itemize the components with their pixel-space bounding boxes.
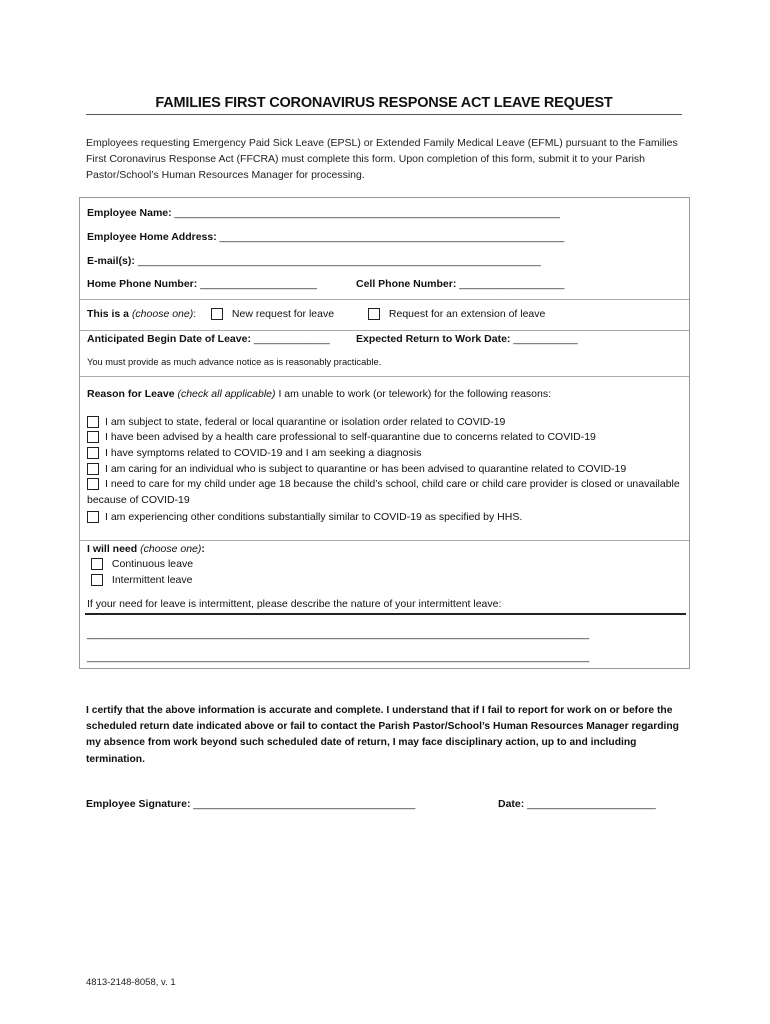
- thick-rule: [85, 613, 686, 615]
- begin-date-field[interactable]: _____________: [253, 333, 330, 345]
- employee-name-row: [87, 207, 560, 219]
- need-label: I will need: [87, 543, 138, 555]
- reason-text: I have been advised by a health care professional to self-quarantine due to concerns related to COVID-19: [105, 431, 596, 443]
- email-row: [87, 255, 541, 267]
- reason-text: I am subject to state, federal or local quarantine or isolation order related to COVID-19: [105, 416, 506, 428]
- reason-heading: [87, 388, 551, 400]
- reason-text: I am experiencing other conditions substantially similar to COVID-19 as specified by HHS.: [105, 511, 523, 523]
- new-request-label: New request for leave: [231, 308, 335, 320]
- date-row: [498, 798, 656, 810]
- extension-option: [368, 308, 545, 320]
- reason-item: [87, 477, 687, 508]
- request-type-choose: (choose one): [131, 308, 194, 320]
- request-type-row: [87, 308, 196, 320]
- email-label: E-mail(s):: [87, 255, 135, 267]
- reason-item: [87, 510, 687, 526]
- date-label: Date:: [498, 798, 525, 810]
- reason-label: Reason for Leave: [87, 388, 175, 400]
- page-title: FAMILIES FIRST CORONAVIRUS RESPONSE ACT LEAVE REQUEST: [86, 95, 682, 115]
- employee-address-field[interactable]: ___________________________________________________________: [219, 231, 565, 243]
- need-choose: (choose one): [140, 543, 202, 555]
- new-request-checkbox[interactable]: [211, 308, 223, 320]
- divider: [80, 330, 689, 331]
- intermittent-describe: If your need for leave is intermittent, please describe the nature of your intermittent leave:: [87, 598, 502, 610]
- request-type-colon: :: [193, 308, 197, 320]
- divider: [80, 299, 689, 300]
- intermittent-option: [91, 574, 192, 586]
- employee-name-field[interactable]: __________________________________________________________________: [174, 207, 560, 219]
- describe-line-1[interactable]: ______________________________________________________________________________________: [87, 628, 590, 640]
- continuous-option: [91, 558, 193, 570]
- advance-notice: You must provide as much advance notice as is reasonably practicable.: [87, 357, 382, 367]
- home-phone-row: [87, 278, 317, 290]
- new-request-option: [211, 308, 334, 320]
- extension-label: Request for an extension of leave: [388, 308, 546, 320]
- employee-address-row: [87, 231, 564, 243]
- return-date-field[interactable]: ___________: [513, 333, 578, 345]
- reason-lead: I am unable to work (or telework) for the following reasons:: [278, 388, 551, 400]
- reason-item: [87, 430, 687, 446]
- reason-checkbox[interactable]: [87, 447, 99, 459]
- date-field[interactable]: ______________________: [527, 798, 656, 810]
- return-date-row: [356, 333, 578, 345]
- reason-checkbox[interactable]: [87, 478, 99, 490]
- reason-checkbox[interactable]: [87, 511, 99, 523]
- reason-check-all: (check all applicable): [177, 388, 276, 400]
- continuous-label: Continuous leave: [111, 558, 194, 570]
- divider: [80, 540, 689, 541]
- describe-line-2[interactable]: ______________________________________________________________________________________: [87, 651, 590, 663]
- intermittent-label: Intermittent leave: [111, 574, 193, 586]
- reason-text: I need to care for my child under age 18 because the child’s school, child care or child care provider is closed or unavailable because of COVID-19: [87, 478, 680, 506]
- reason-item: [87, 446, 687, 462]
- signature-label: Employee Signature:: [86, 798, 191, 810]
- begin-date-row: [87, 333, 330, 345]
- employee-address-label: Employee Home Address:: [87, 231, 217, 243]
- reason-text: I am caring for an individual who is subject to quarantine or has been advised to quarantine related to COVID-19: [105, 463, 627, 475]
- home-phone-field[interactable]: ____________________: [200, 278, 317, 290]
- cell-phone-label: Cell Phone Number:: [356, 278, 457, 290]
- reason-item: [87, 415, 687, 431]
- reason-checkbox[interactable]: [87, 463, 99, 475]
- document-id: 4813-2148-8058, v. 1: [86, 977, 176, 988]
- reason-checkbox[interactable]: [87, 431, 99, 443]
- extension-checkbox[interactable]: [368, 308, 380, 320]
- begin-date-label: Anticipated Begin Date of Leave:: [87, 333, 251, 345]
- reason-text: I have symptoms related to COVID-19 and I am seeking a diagnosis: [105, 447, 422, 459]
- leave-request-form: [79, 197, 690, 669]
- divider: [80, 376, 689, 377]
- need-heading: [87, 543, 205, 555]
- return-date-label: Expected Return to Work Date:: [356, 333, 511, 345]
- cell-phone-field[interactable]: __________________: [459, 278, 565, 290]
- intro-paragraph: Employees requesting Emergency Paid Sick Leave (EPSL) or Extended Family Medical Leave (EFML) pursuant to the Families First Coronavirus Response Act (FFCRA) must complete this form. Upon completion of this form, submit it to your Parish Pastor/School’s Human Resources Manager for processing.: [86, 137, 678, 181]
- email-field[interactable]: _____________________________________________________________________: [137, 255, 541, 267]
- request-type-label: This is a: [87, 308, 130, 320]
- intermittent-checkbox[interactable]: [91, 574, 103, 586]
- employee-name-label: Employee Name:: [87, 207, 172, 219]
- reason-item: [87, 462, 687, 478]
- signature-row: [86, 798, 415, 810]
- reason-checkbox[interactable]: [87, 416, 99, 428]
- certification-statement: I certify that the above information is accurate and complete. I understand that if I fail to report for work on or before the scheduled return date indicated above or fail to contact the Parish Pastor/School’s Human Resources Manager regarding my absence from work beyond such scheduled date of return, I may face disciplinary action, up to and including termination.: [86, 705, 679, 765]
- home-phone-label: Home Phone Number:: [87, 278, 198, 290]
- signature-field[interactable]: ______________________________________: [193, 798, 416, 810]
- continuous-checkbox[interactable]: [91, 558, 103, 570]
- cell-phone-row: [356, 278, 564, 290]
- need-colon: :: [201, 543, 205, 555]
